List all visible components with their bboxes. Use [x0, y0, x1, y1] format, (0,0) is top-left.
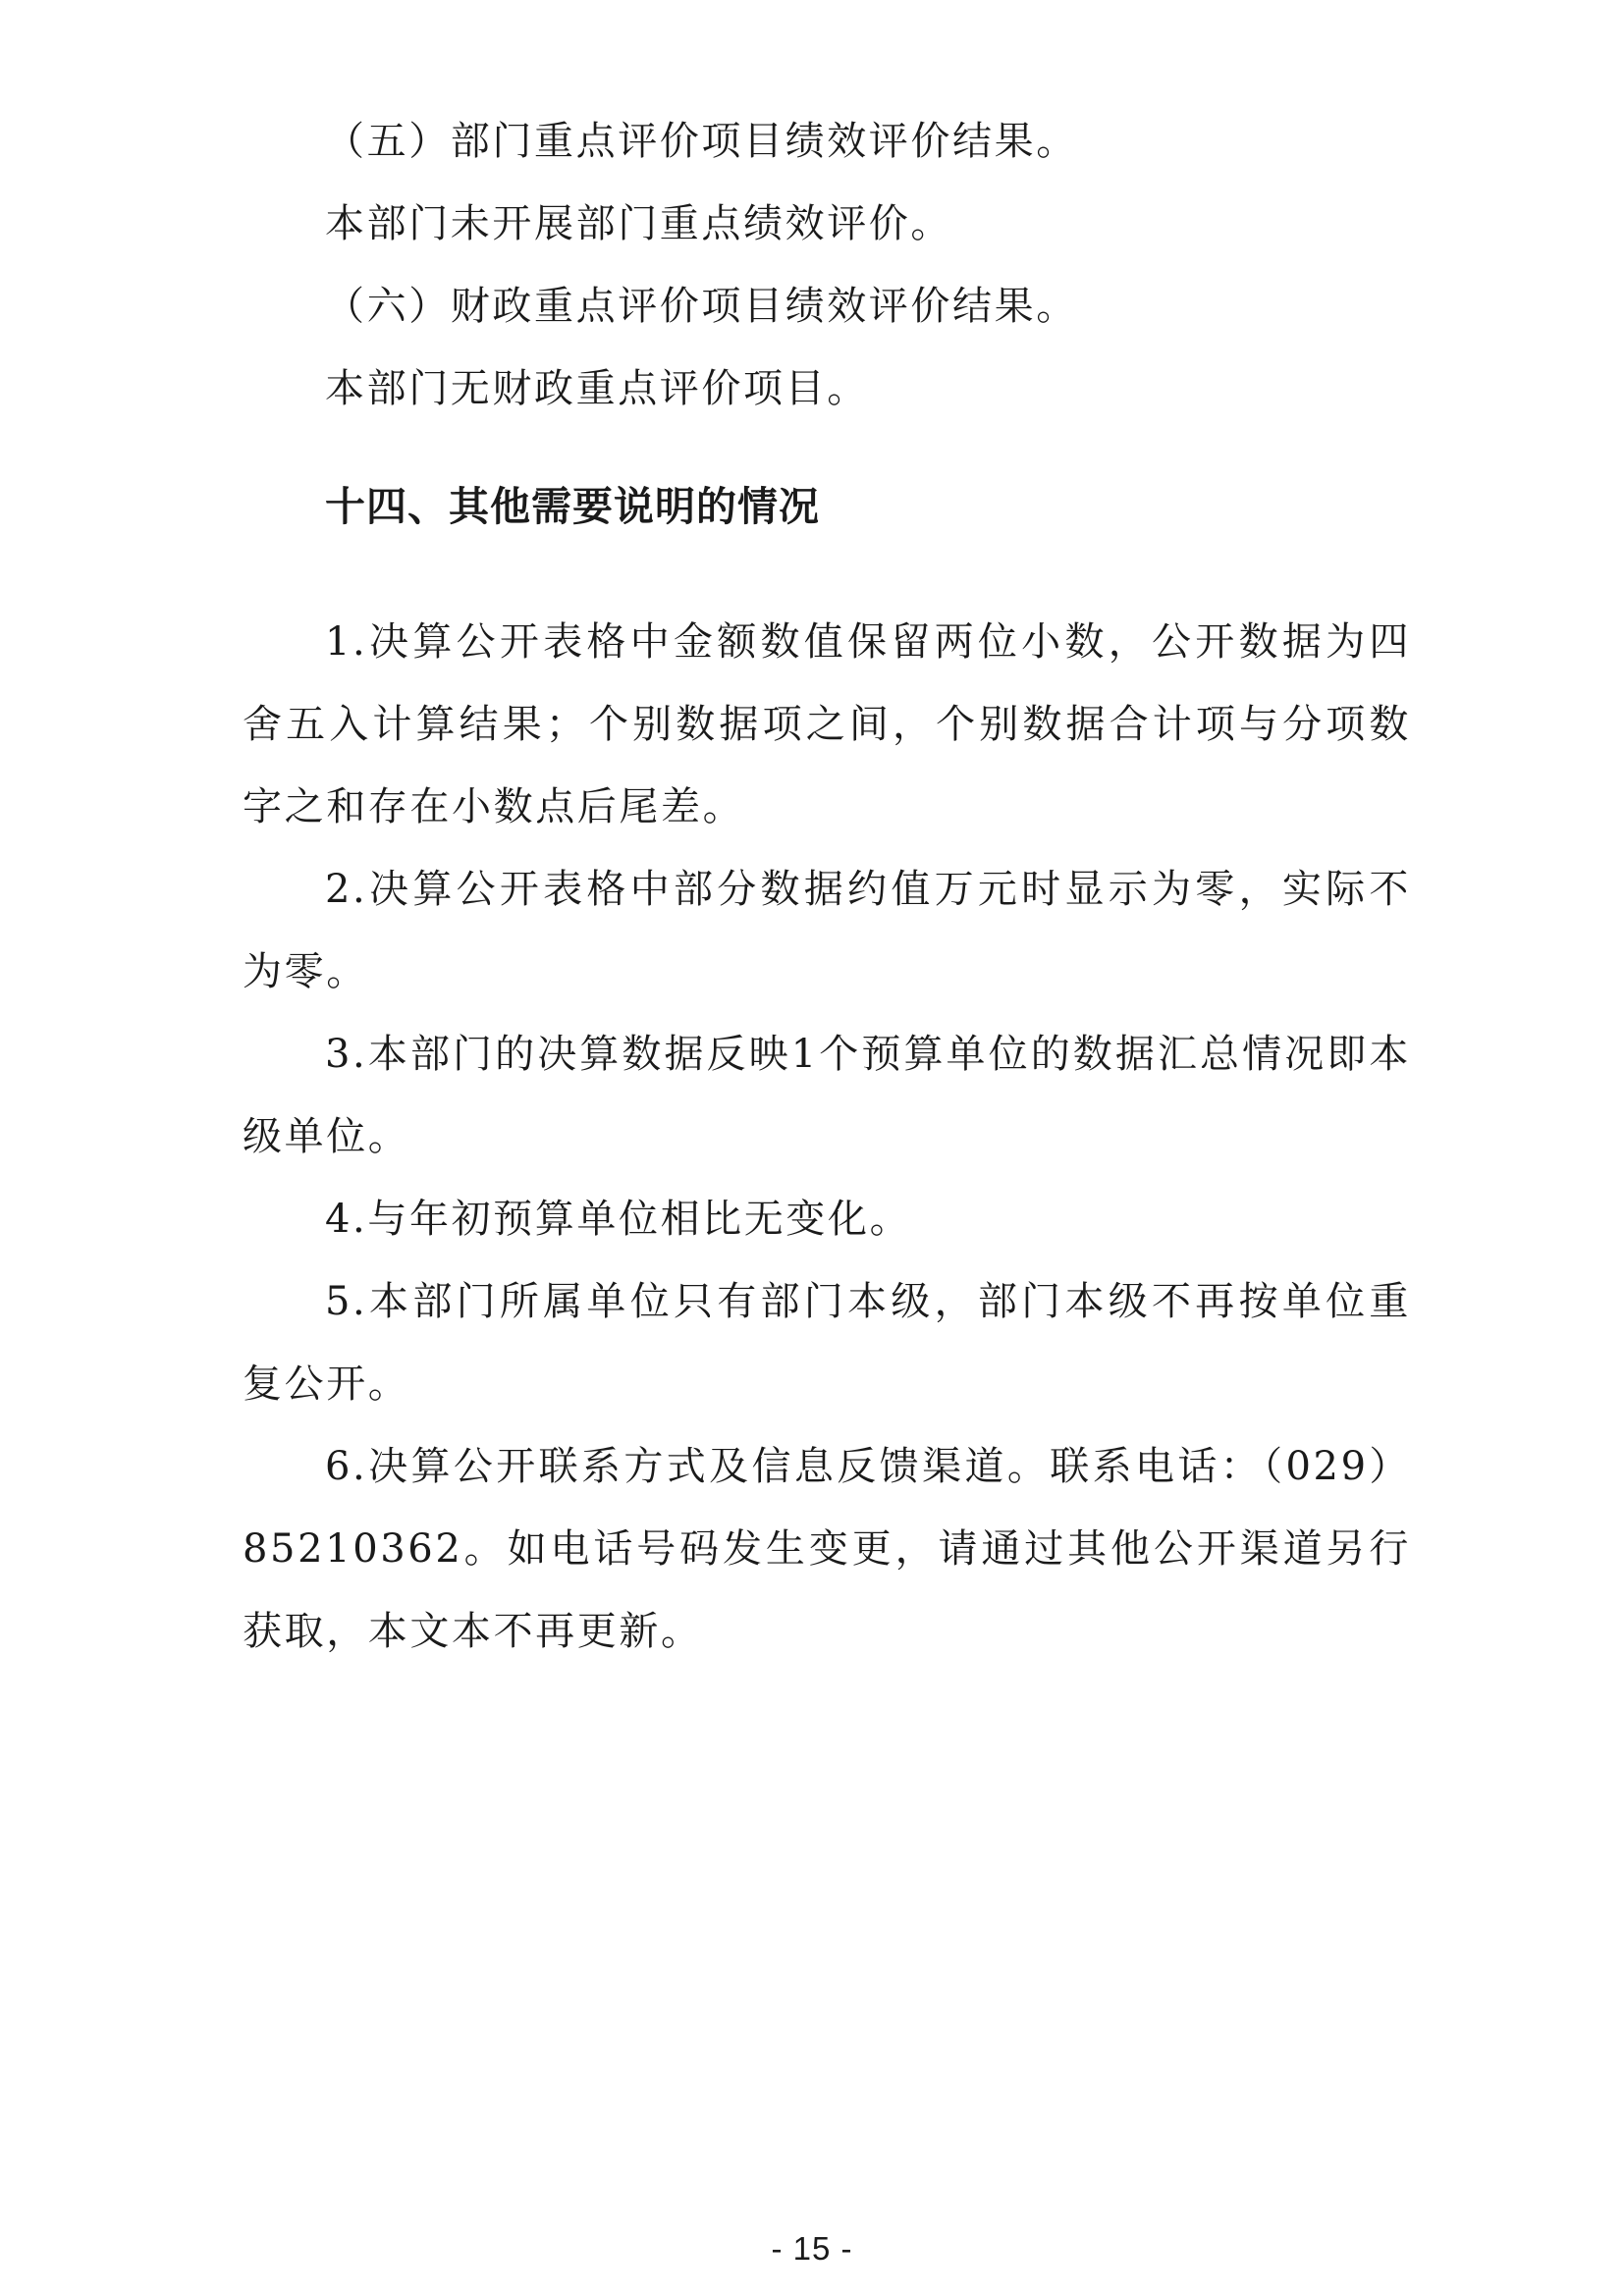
note-item-1: 1.决算公开表格中金额数值保留两位小数，公开数据为四舍五入计算结果；个别数据项之间，个别数据合计项与分项数字之和存在小数点后尾差。 — [243, 619, 1411, 829]
note-item-5: 5.本部门所属单位只有部门本级，部门本级不再按单位重复公开。 — [243, 1279, 1411, 1407]
section-heading: 十四、其他需要说明的情况 — [325, 483, 820, 530]
note-item-4: 4.与年初预算单位相比无变化。 — [325, 1197, 912, 1242]
page-number: - 15 - — [771, 2230, 853, 2267]
section-top — [243, 100, 1411, 430]
note-item-3: 3.本部门的决算数据反映1个预算单位的数据汇总情况即本级单位。 — [243, 1032, 1411, 1159]
paragraph-sub6-body: 本部门无财政重点评价项目。 — [325, 366, 869, 411]
note-item-6: 6.决算公开联系方式及信息反馈渠道。联系电话：（029）85210362。如电话号码发生变更，请通过其他公开渠道另行获取，本文本不再更新。 — [243, 1444, 1411, 1654]
paragraph-sub5-title: （五）部门重点评价项目绩效评价结果。 — [325, 119, 1078, 164]
paragraph-sub6-title: （六）财政重点评价项目绩效评价结果。 — [325, 284, 1078, 329]
paragraph-sub5-body: 本部门未开展部门重点绩效评价。 — [325, 201, 952, 246]
notes-list — [243, 601, 1411, 1673]
note-item-2: 2.决算公开表格中部分数据约值万元时显示为零，实际不为零。 — [243, 867, 1411, 994]
